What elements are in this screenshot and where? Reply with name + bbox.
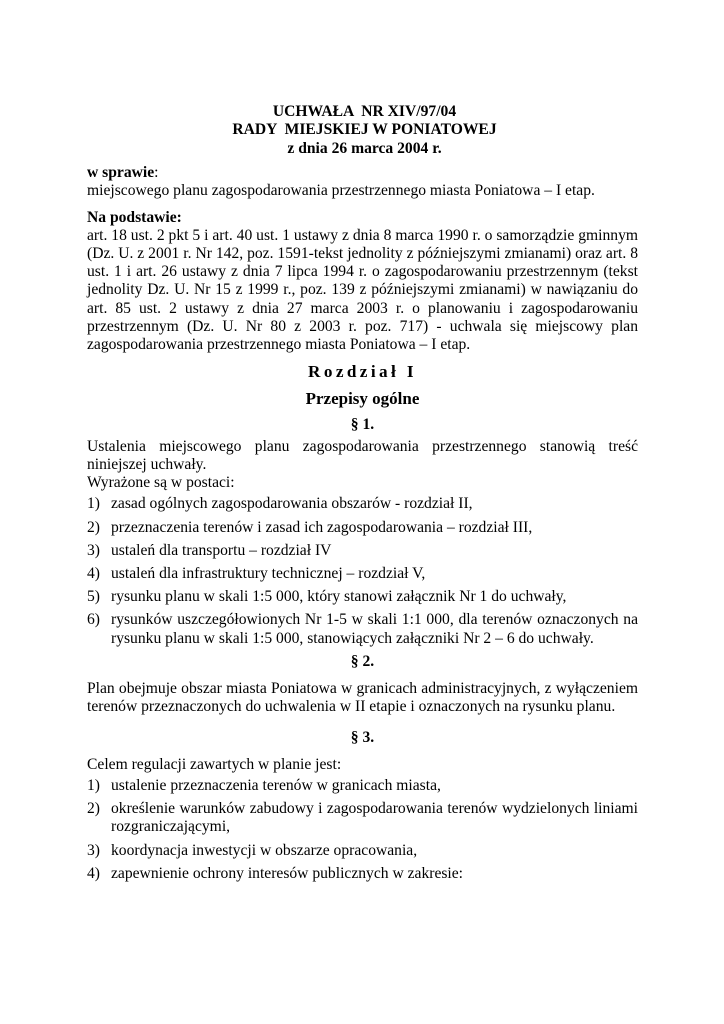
list-item-text: ustaleń dla transportu – rozdział IV	[111, 541, 332, 559]
list-item	[87, 519, 638, 537]
list-item-number: 1)	[87, 495, 100, 513]
list-item	[87, 565, 638, 583]
list-item	[87, 865, 638, 883]
legal-basis-section	[87, 209, 638, 355]
list-item	[87, 842, 638, 860]
paragraph-3-heading: § 3.	[350, 728, 375, 746]
paragraph-1-heading: § 1.	[350, 415, 375, 433]
list-item-text: koordynacja inwestycji w obszarze opracowania,	[111, 841, 418, 859]
list-item-text: przeznaczenia terenów i zasad ich zagospodarowania – rozdział III,	[111, 518, 533, 536]
list-item	[87, 495, 638, 513]
legal-basis-label: Na podstawie:	[87, 208, 182, 226]
resolution-number: UCHWAŁA NR XIV/97/04	[272, 103, 457, 120]
paragraph-3-list	[87, 777, 638, 883]
list-item	[87, 588, 638, 606]
subject-label-line	[87, 164, 638, 182]
list-item-text: zapewnienie ochrony interesów publicznych w zakresie:	[111, 864, 464, 882]
list-item-number: 2)	[87, 800, 100, 818]
list-item-number: 6)	[87, 611, 100, 629]
subject-text: miejscowego planu zagospodarowania przestrzennego miasta Poniatowa – I etap.	[87, 182, 595, 200]
paragraph-1-intro: Ustalenia miejscowego planu zagospodarowania przestrzennego stanowią treść niniejszej uchwały.	[87, 437, 638, 474]
list-item-number: 3)	[87, 541, 100, 559]
document-header	[91, 103, 638, 158]
list-item	[87, 777, 638, 795]
paragraph-2-text: Plan obejmuje obszar miasta Poniatowa w granicach administracyjnych, z wyłączeniem terenów przeznaczonych do uchwalenia w II etapie i oznaczonych na rysunku planu.	[87, 680, 638, 716]
paragraph-1-list	[87, 495, 638, 647]
paragraph-3-intro: Celem regulacji zawartych w planie jest:	[87, 755, 342, 773]
list-item	[87, 542, 638, 560]
list-item-number: 2)	[87, 518, 100, 536]
council-name: RADY MIEJSKIEJ W PONIATOWEJ	[232, 121, 497, 139]
list-item-text: określenie warunków zabudowy i zagospodarowania terenów wydzielonych liniami rozgraniczającymi,	[111, 800, 638, 836]
list-item-number: 4)	[87, 565, 100, 583]
list-item	[87, 611, 638, 647]
list-item	[87, 800, 638, 836]
chapter-title: Rozdział I	[308, 362, 417, 382]
list-item-text: ustalenie przeznaczenia terenów w granicach miasta,	[111, 776, 441, 794]
paragraph-2-heading: § 2.	[350, 652, 375, 670]
subject-section	[87, 164, 638, 200]
list-item-text: zasad ogólnych zagospodarowania obszarów - rozdział II,	[111, 495, 473, 513]
list-item-number: 4)	[87, 864, 100, 882]
legal-basis-text: art. 18 ust. 2 pkt 5 i art. 40 ust. 1 ustawy z dnia 8 marca 1990 r. o samorządzie gminnym (Dz. U. z 2001 r. Nr 142, poz. 1591-tekst jednolity z późniejszymi zmianami) oraz art. 8 ust. 1 i art. 26 ustawy z dnia 7 lipca 1994 r. o zagospodarowaniu przestrzennym (tekst jednolity Dz. U. Nr 15 z 1999 r., poz. 139 z późniejszymi zmianami) w nawiązaniu do art. 85 ust. 2 ustawy z dnia 27 marca 2003 r. o planowaniu i zagospodarowaniu przestrzennym (Dz. U. Nr 80 z 2003 r. poz. 717) - uchwala się miejscowy plan zagospodarowania przestrzennego miasta Poniatowa – I etap.	[87, 226, 638, 354]
list-item-text: ustaleń dla infrastruktury technicznej – rozdział V,	[111, 565, 426, 583]
paragraph-1-intro2: Wyrażone są w postaci:	[87, 474, 235, 492]
list-item-number: 1)	[87, 776, 100, 794]
document-page	[87, 103, 638, 888]
subject-label: w sprawie	[87, 164, 155, 182]
subject-colon: :	[154, 164, 159, 182]
list-item-text: rysunku planu w skali 1:5 000, który stanowi załącznik Nr 1 do uchwały,	[111, 588, 567, 606]
list-item-text: rysunków uszczegółowionych Nr 1-5 w skali 1:1 000, dla terenów oznaczonych na rysunku planu w skali 1:5 000, stanowiących załączniki Nr 2 – 6 do uchwały.	[111, 611, 638, 647]
list-item-number: 5)	[87, 588, 100, 606]
chapter-subtitle: Przepisy ogólne	[305, 389, 420, 409]
resolution-date: z dnia 26 marca 2004 r.	[287, 139, 442, 157]
list-item-number: 3)	[87, 841, 100, 859]
